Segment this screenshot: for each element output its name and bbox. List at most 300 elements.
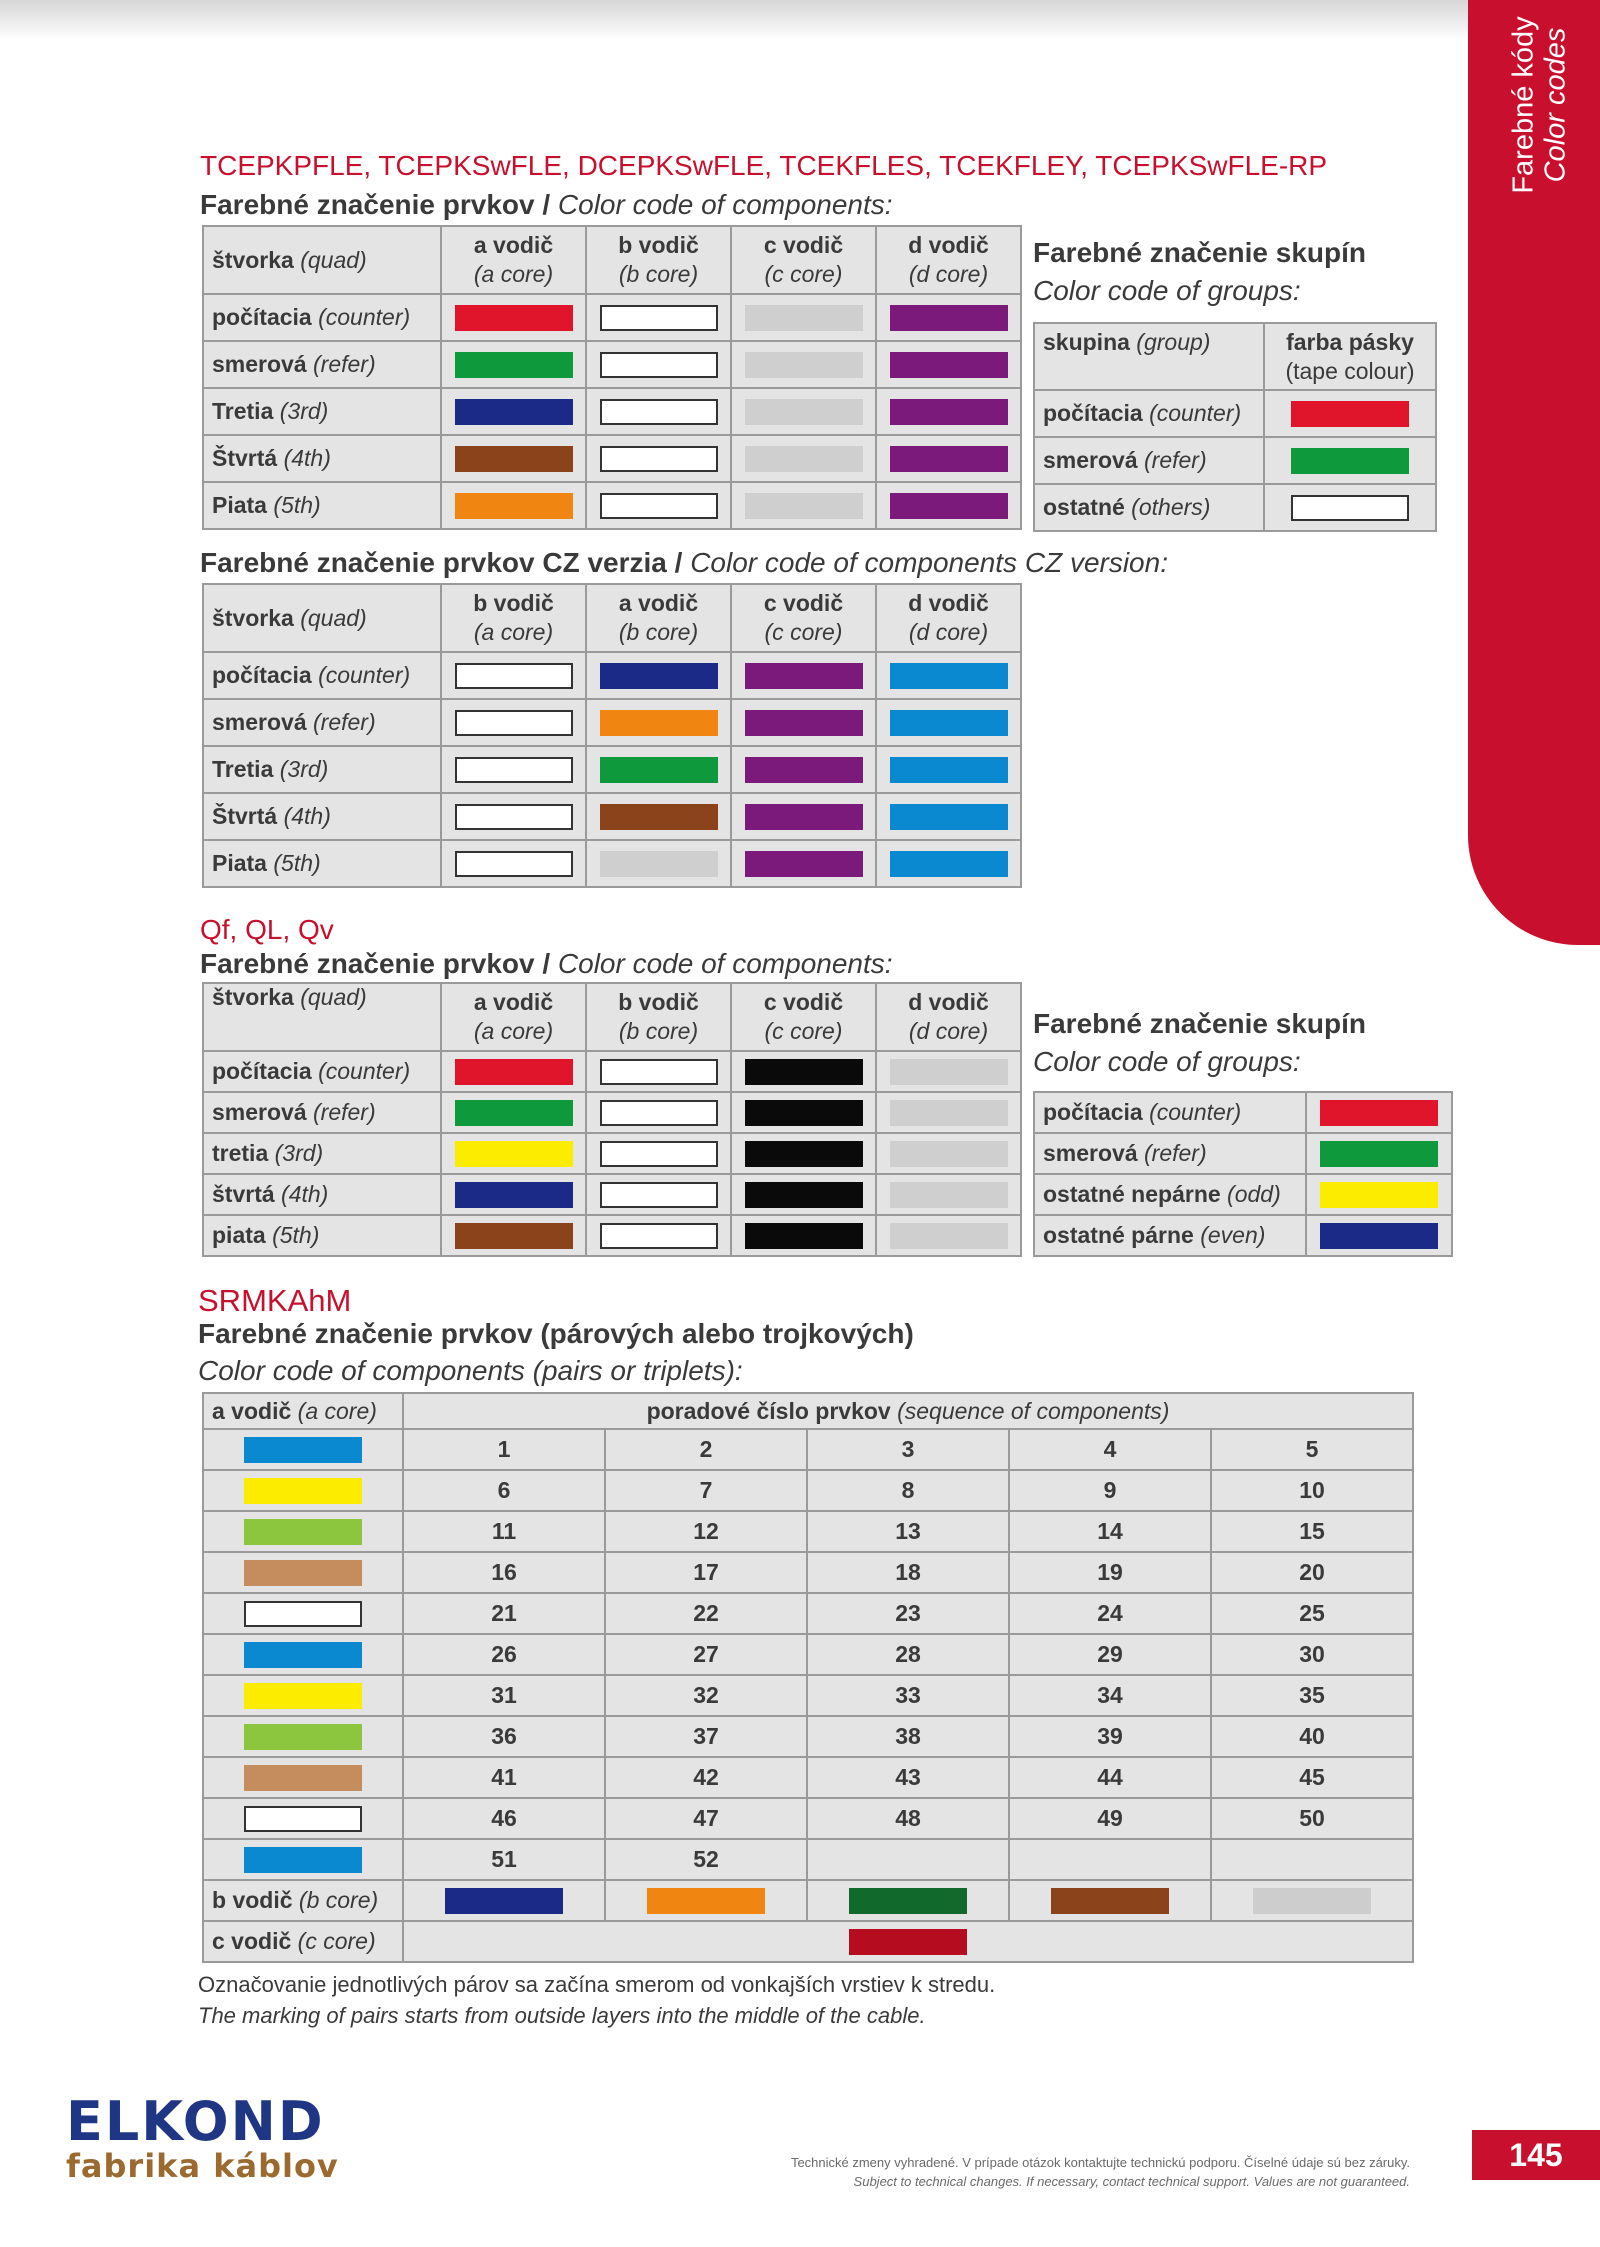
color-swatch-white <box>455 757 573 783</box>
color-swatch-gray-cell <box>876 1092 1021 1133</box>
top-shade <box>0 0 1600 40</box>
section1-groups-heading: Farebné značenie skupín <box>1033 237 1366 268</box>
color-swatch-white <box>600 493 718 519</box>
color-swatch-purple-cell <box>876 435 1021 482</box>
row-label <box>203 482 441 529</box>
color-swatch-blue <box>890 757 1008 783</box>
row-label-c-core <box>203 1921 403 1962</box>
sequence-number: 39 <box>1009 1716 1211 1757</box>
sequence-number: 18 <box>807 1552 1009 1593</box>
section1-groups-subheading: Color code of groups: <box>1033 275 1301 306</box>
sequence-number <box>1211 1839 1413 1880</box>
color-swatch-purple <box>745 663 863 689</box>
row-label <box>203 699 441 746</box>
sequence-number: 48 <box>807 1798 1009 1839</box>
header-core-sub: (c core) <box>764 261 843 287</box>
header-core-sub: (c core) <box>764 1018 843 1044</box>
c-core-cell <box>403 1921 1413 1962</box>
color-swatch-yellow <box>455 1141 573 1167</box>
header-tape-sub: (tape colour) <box>1285 357 1415 384</box>
a-core-swatch-yellow-cell <box>203 1470 403 1511</box>
sequence-number: 43 <box>807 1757 1009 1798</box>
header-core-0 <box>441 584 586 652</box>
header-core-sub: (d core) <box>908 1018 989 1044</box>
sequence-number: 5 <box>1211 1429 1413 1470</box>
color-swatch-gray <box>890 1100 1008 1126</box>
sequence-number: 31 <box>403 1675 605 1716</box>
color-swatch-purple-cell <box>731 699 876 746</box>
color-swatch-black-cell <box>731 1174 876 1215</box>
table-row <box>203 1634 1413 1675</box>
row-label-italic: (5th) <box>266 492 321 518</box>
table-row <box>1034 484 1436 531</box>
table-row <box>1034 1092 1452 1133</box>
table-row <box>203 1880 1413 1921</box>
section1-heading: Farebné značenie prvkov / Color code of components: <box>200 189 893 220</box>
sequence-number: 51 <box>403 1839 605 1880</box>
table-row <box>203 435 1021 482</box>
table-row <box>203 1757 1413 1798</box>
row-label-italic: (4th) <box>274 1181 329 1207</box>
table-row <box>1034 1133 1452 1174</box>
sequence-number: 29 <box>1009 1634 1211 1675</box>
group-swatch-green <box>1320 1141 1438 1167</box>
header-core-label: a vodič <box>473 232 554 258</box>
section2-components-table <box>202 583 1022 888</box>
row-label-italic: (4th) <box>277 803 331 829</box>
header-group <box>1034 323 1264 390</box>
sequence-number <box>1009 1839 1211 1880</box>
color-swatch-green-cell <box>441 1092 586 1133</box>
row-label-bold: počítacia <box>1043 400 1143 426</box>
sequence-number: 4 <box>1009 1429 1211 1470</box>
color-swatch-navy-cell <box>441 1174 586 1215</box>
color-swatch-black-cell <box>731 1051 876 1092</box>
row-label-c-core-italic: (c core) <box>291 1928 376 1954</box>
header-core-label: c vodič <box>763 590 844 616</box>
group-swatch-green-cell <box>1306 1133 1452 1174</box>
header-a-core-bold: a vodič <box>212 1397 292 1424</box>
color-swatch-gray-cell <box>731 435 876 482</box>
row-label-bold: smerová <box>212 709 307 735</box>
row-label <box>203 1051 441 1092</box>
color-swatch-purple <box>890 352 1008 378</box>
color-swatch-white-cell <box>586 435 731 482</box>
color-swatch-brown-cell <box>441 1215 586 1256</box>
table-row <box>203 746 1021 793</box>
color-swatch-white-cell <box>586 1092 731 1133</box>
group-swatch-navy-cell <box>1306 1215 1452 1256</box>
row-label <box>1034 390 1264 437</box>
color-swatch-black-cell <box>731 1133 876 1174</box>
color-swatch-purple-cell <box>731 746 876 793</box>
sequence-number: 37 <box>605 1716 807 1757</box>
header-core-3 <box>876 983 1021 1051</box>
b-core-swatch-orange-cell <box>605 1880 807 1921</box>
row-label-bold: smerová <box>212 1099 307 1125</box>
sequence-number: 42 <box>605 1757 807 1798</box>
a-core-swatch-blue-cell <box>203 1839 403 1880</box>
color-swatch-blue <box>890 663 1008 689</box>
color-swatch-white <box>455 851 573 877</box>
header-core-sub: (a core) <box>473 261 554 287</box>
sequence-number: 33 <box>807 1675 1009 1716</box>
color-swatch-white <box>455 804 573 830</box>
header-core-sub: (d core) <box>908 261 989 287</box>
row-label-italic: (counter) <box>1142 400 1242 426</box>
sequence-number: 38 <box>807 1716 1009 1757</box>
header-core-1 <box>586 983 731 1051</box>
row-label-bold: Piata <box>212 492 267 518</box>
header-core-label: b vodič <box>618 232 699 258</box>
row-label-italic: (3rd) <box>273 398 329 424</box>
header-core-label: c vodič <box>763 989 844 1015</box>
header-core-label: d vodič <box>908 590 989 616</box>
color-swatch-blue-cell <box>876 699 1021 746</box>
sequence-number: 49 <box>1009 1798 1211 1839</box>
a-core-swatch-yellow <box>244 1683 362 1709</box>
row-label <box>203 840 441 887</box>
row-label-italic: (3rd) <box>273 756 329 782</box>
header-quad-bold: štvorka <box>212 984 294 1010</box>
color-swatch-black <box>745 1141 863 1167</box>
row-label-bold: ostatné párne <box>1043 1222 1194 1248</box>
color-swatch-white <box>600 1059 718 1085</box>
row-label-bold: štvrtá <box>212 1181 275 1207</box>
color-swatch-red-cell <box>441 294 586 341</box>
table-row <box>203 1921 1413 1962</box>
table-row <box>203 1174 1021 1215</box>
header-core-3 <box>876 226 1021 294</box>
a-core-swatch-white <box>244 1806 362 1832</box>
row-label-bold: Štvrtá <box>212 445 278 471</box>
color-swatch-gray <box>745 493 863 519</box>
color-swatch-purple <box>890 305 1008 331</box>
color-swatch-gray <box>745 399 863 425</box>
color-swatch-gray <box>745 352 863 378</box>
sequence-number: 32 <box>605 1675 807 1716</box>
color-swatch-purple-cell <box>731 793 876 840</box>
header-core-label: a vodič <box>618 590 699 616</box>
color-swatch-brown <box>455 1223 573 1249</box>
row-label <box>1034 1174 1306 1215</box>
logo-wordmark: ELKOND <box>66 2090 325 2153</box>
sequence-number: 15 <box>1211 1511 1413 1552</box>
row-label <box>203 652 441 699</box>
table-row <box>203 1798 1413 1839</box>
header-core-2 <box>731 226 876 294</box>
row-label <box>203 746 441 793</box>
row-label <box>203 1133 441 1174</box>
table-row <box>203 1552 1413 1593</box>
header-core-0 <box>441 983 586 1051</box>
row-label-bold: smerová <box>1043 447 1138 473</box>
header-core-label: a vodič <box>473 989 554 1015</box>
color-swatch-white <box>600 305 718 331</box>
header-sequence-italic: (sequence of components) <box>890 1397 1170 1424</box>
disclaimer-slovak: Technické zmeny vyhradené. V prípade otázok kontaktujte technickú podporu. Číselné údaje sú bez záruky. <box>790 2155 1410 2170</box>
section3-groups-subheading: Color code of groups: <box>1033 1046 1301 1077</box>
color-swatch-blue-cell <box>876 746 1021 793</box>
sequence-number: 34 <box>1009 1675 1211 1716</box>
color-swatch-green <box>600 757 718 783</box>
row-label-bold: smerová <box>1043 1140 1138 1166</box>
section3-components-table <box>202 982 1022 1257</box>
sequence-number: 13 <box>807 1511 1009 1552</box>
section1-groups-table <box>1033 322 1437 532</box>
table-row <box>203 1051 1021 1092</box>
header-core-sub: (b core) <box>618 261 699 287</box>
b-core-swatch-lightgray <box>1253 1888 1371 1914</box>
table-row <box>203 1215 1021 1256</box>
section4-title: SRMKAhM <box>198 1283 352 1318</box>
row-label-italic: (refer) <box>1137 1140 1207 1166</box>
header-core-1 <box>586 584 731 652</box>
b-core-swatch-brown-cell <box>1009 1880 1211 1921</box>
color-swatch-black <box>745 1223 863 1249</box>
table-row <box>203 1716 1413 1757</box>
color-swatch-navy <box>600 663 718 689</box>
table-row <box>203 341 1021 388</box>
sequence-number: 8 <box>807 1470 1009 1511</box>
color-swatch-gray-cell <box>731 294 876 341</box>
color-swatch-navy-cell <box>586 652 731 699</box>
color-swatch-gray <box>745 446 863 472</box>
color-swatch-gray-cell <box>586 840 731 887</box>
color-swatch-gray <box>600 851 718 877</box>
color-swatch-white-cell <box>441 746 586 793</box>
table-row <box>203 1133 1021 1174</box>
header-quad-bold: štvorka <box>212 604 294 631</box>
color-swatch-white <box>600 352 718 378</box>
table-row <box>1034 390 1436 437</box>
row-label-italic: (odd) <box>1220 1181 1281 1207</box>
row-label-bold: počítacia <box>1043 1099 1143 1125</box>
row-label-italic: (4th) <box>277 445 331 471</box>
sequence-number: 26 <box>403 1634 605 1675</box>
row-label-italic: (3rd) <box>268 1140 324 1166</box>
row-label <box>1034 1133 1306 1174</box>
header-core-0 <box>441 226 586 294</box>
header-core-label: b vodič <box>473 590 554 616</box>
color-swatch-black <box>745 1059 863 1085</box>
table-row <box>203 294 1021 341</box>
section1-components-table <box>202 225 1022 530</box>
group-swatch-yellow-cell <box>1306 1174 1452 1215</box>
color-swatch-purple <box>890 446 1008 472</box>
group-swatch-navy <box>1320 1223 1438 1249</box>
color-swatch-orange <box>455 493 573 519</box>
color-swatch-blue-cell <box>876 652 1021 699</box>
a-core-swatch-white-cell <box>203 1593 403 1634</box>
color-swatch-gray <box>745 305 863 331</box>
table-row <box>1034 1174 1452 1215</box>
b-core-swatch-orange <box>647 1888 765 1914</box>
sequence-number: 46 <box>403 1798 605 1839</box>
color-swatch-white <box>600 1141 718 1167</box>
color-swatch-gray <box>890 1141 1008 1167</box>
sequence-number: 30 <box>1211 1634 1413 1675</box>
sequence-number: 7 <box>605 1470 807 1511</box>
color-swatch-red <box>455 305 573 331</box>
section3-groups-table <box>1033 1091 1453 1257</box>
table-row <box>1034 1215 1452 1256</box>
color-swatch-gray-cell <box>876 1051 1021 1092</box>
section3-groups-heading: Farebné značenie skupín <box>1033 1008 1366 1039</box>
side-tab-label <box>1490 16 1590 194</box>
color-swatch-black-cell <box>731 1215 876 1256</box>
a-core-swatch-lime <box>244 1724 362 1750</box>
row-label <box>1034 1215 1306 1256</box>
sequence-number: 40 <box>1211 1716 1413 1757</box>
color-swatch-purple-cell <box>731 840 876 887</box>
row-label <box>1034 484 1264 531</box>
sequence-number: 6 <box>403 1470 605 1511</box>
note-english: The marking of pairs starts from outside layers into the middle of the cable. <box>198 2003 926 2028</box>
color-swatch-purple-cell <box>876 294 1021 341</box>
header-core-sub: (b core) <box>618 619 699 645</box>
row-label-italic: (refer) <box>1137 447 1207 473</box>
color-swatch-gray-cell <box>876 1174 1021 1215</box>
group-swatch-yellow <box>1320 1182 1438 1208</box>
row-label <box>203 1174 441 1215</box>
row-label <box>203 793 441 840</box>
sequence-number: 10 <box>1211 1470 1413 1511</box>
group-swatch-red <box>1320 1100 1438 1126</box>
header-core-3 <box>876 584 1021 652</box>
header-core-sub: (d core) <box>908 619 989 645</box>
color-swatch-green-cell <box>441 341 586 388</box>
header-sequence-bold: poradové číslo prvkov <box>646 1397 891 1424</box>
color-swatch-white-cell <box>586 1133 731 1174</box>
row-label <box>203 341 441 388</box>
table-row <box>203 1593 1413 1634</box>
group-swatch-red-cell <box>1306 1092 1452 1133</box>
color-swatch-purple-cell <box>876 341 1021 388</box>
group-swatch-red-cell <box>1264 390 1436 437</box>
b-core-swatch-brown <box>1051 1888 1169 1914</box>
color-swatch-white <box>455 663 573 689</box>
sequence-number <box>807 1839 1009 1880</box>
row-label-bold: Piata <box>212 850 267 876</box>
color-swatch-white-cell <box>586 341 731 388</box>
color-swatch-gray-cell <box>876 1133 1021 1174</box>
header-core-sub: (a core) <box>473 619 554 645</box>
c-core-swatch <box>849 1929 967 1955</box>
row-label-bold: počítacia <box>212 1058 312 1084</box>
table-row <box>203 1470 1413 1511</box>
row-label <box>203 1215 441 1256</box>
section2-heading: Farebné značenie prvkov CZ verzia / Color code of components CZ version: <box>200 547 1168 578</box>
side-tab-title: Farebné kódy <box>1508 16 1541 194</box>
sequence-number: 16 <box>403 1552 605 1593</box>
header-core-label: c vodič <box>763 232 844 258</box>
color-swatch-white <box>455 710 573 736</box>
color-swatch-orange-cell <box>586 699 731 746</box>
a-core-swatch-white <box>244 1601 362 1627</box>
header-core-1 <box>586 226 731 294</box>
header-group-italic: (group) <box>1129 329 1211 355</box>
header-a-core-italic: (a core) <box>291 1397 377 1424</box>
color-swatch-yellow-cell <box>441 1133 586 1174</box>
table-row <box>1034 437 1436 484</box>
row-label-italic: (counter) <box>311 304 411 330</box>
b-core-swatch-navy-cell <box>403 1880 605 1921</box>
group-swatch-white <box>1291 495 1409 521</box>
sequence-number: 25 <box>1211 1593 1413 1634</box>
color-swatch-brown <box>600 804 718 830</box>
sequence-number: 50 <box>1211 1798 1413 1839</box>
sequence-number: 47 <box>605 1798 807 1839</box>
color-swatch-white-cell <box>586 482 731 529</box>
color-swatch-navy <box>455 1182 573 1208</box>
color-swatch-gray-cell <box>731 341 876 388</box>
sequence-number: 52 <box>605 1839 807 1880</box>
header-quad <box>203 983 441 1051</box>
side-tab-subtitle: Color codes <box>1540 27 1573 183</box>
sequence-number: 21 <box>403 1593 605 1634</box>
color-swatch-orange-cell <box>441 482 586 529</box>
sequence-number: 24 <box>1009 1593 1211 1634</box>
sequence-number: 36 <box>403 1716 605 1757</box>
row-label <box>1034 437 1264 484</box>
color-swatch-purple-cell <box>876 388 1021 435</box>
header-core-label: d vodič <box>908 232 989 258</box>
color-swatch-white-cell <box>586 294 731 341</box>
sequence-number: 23 <box>807 1593 1009 1634</box>
header-core-2 <box>731 584 876 652</box>
sequence-number: 41 <box>403 1757 605 1798</box>
row-label-bold: tretia <box>212 1140 269 1166</box>
a-core-swatch-lime-cell <box>203 1716 403 1757</box>
color-swatch-purple <box>745 851 863 877</box>
color-swatch-purple <box>890 399 1008 425</box>
table-row <box>203 1675 1413 1716</box>
header-quad-italic: (quad) <box>293 984 367 1010</box>
a-core-swatch-tan-cell <box>203 1757 403 1798</box>
header-sequence <box>403 1393 1413 1429</box>
table-row <box>203 1429 1413 1470</box>
row-label-italic: (refer) <box>306 1099 376 1125</box>
sequence-number: 22 <box>605 1593 807 1634</box>
sequence-number: 19 <box>1009 1552 1211 1593</box>
row-label-italic: (others) <box>1124 494 1211 520</box>
a-core-swatch-tan-cell <box>203 1552 403 1593</box>
color-swatch-white-cell <box>441 652 586 699</box>
row-label <box>203 294 441 341</box>
color-swatch-white <box>600 399 718 425</box>
row-label <box>203 388 441 435</box>
sequence-number: 2 <box>605 1429 807 1470</box>
color-swatch-white <box>600 1223 718 1249</box>
section1-title: TCEPKPFLE, TCEPKSwFLE, DCEPKSwFLE, TCEKFLES, TCEKFLEY, TCEPKSwFLE-RP <box>200 150 1328 181</box>
color-swatch-white-cell <box>586 1174 731 1215</box>
color-swatch-gray <box>890 1223 1008 1249</box>
row-label-bold: Tretia <box>212 398 274 424</box>
color-swatch-gray <box>890 1059 1008 1085</box>
color-swatch-black <box>745 1100 863 1126</box>
row-label-italic: (counter) <box>1142 1099 1242 1125</box>
header-tape-label: farba pásky <box>1286 328 1414 355</box>
sequence-number: 1 <box>403 1429 605 1470</box>
color-swatch-purple <box>745 710 863 736</box>
color-swatch-white-cell <box>586 1215 731 1256</box>
row-label-bold: piata <box>212 1222 266 1248</box>
b-core-swatch-darkgreen-cell <box>807 1880 1009 1921</box>
a-core-swatch-blue <box>244 1847 362 1873</box>
row-label-italic: (even) <box>1193 1222 1266 1248</box>
table-row <box>203 699 1021 746</box>
